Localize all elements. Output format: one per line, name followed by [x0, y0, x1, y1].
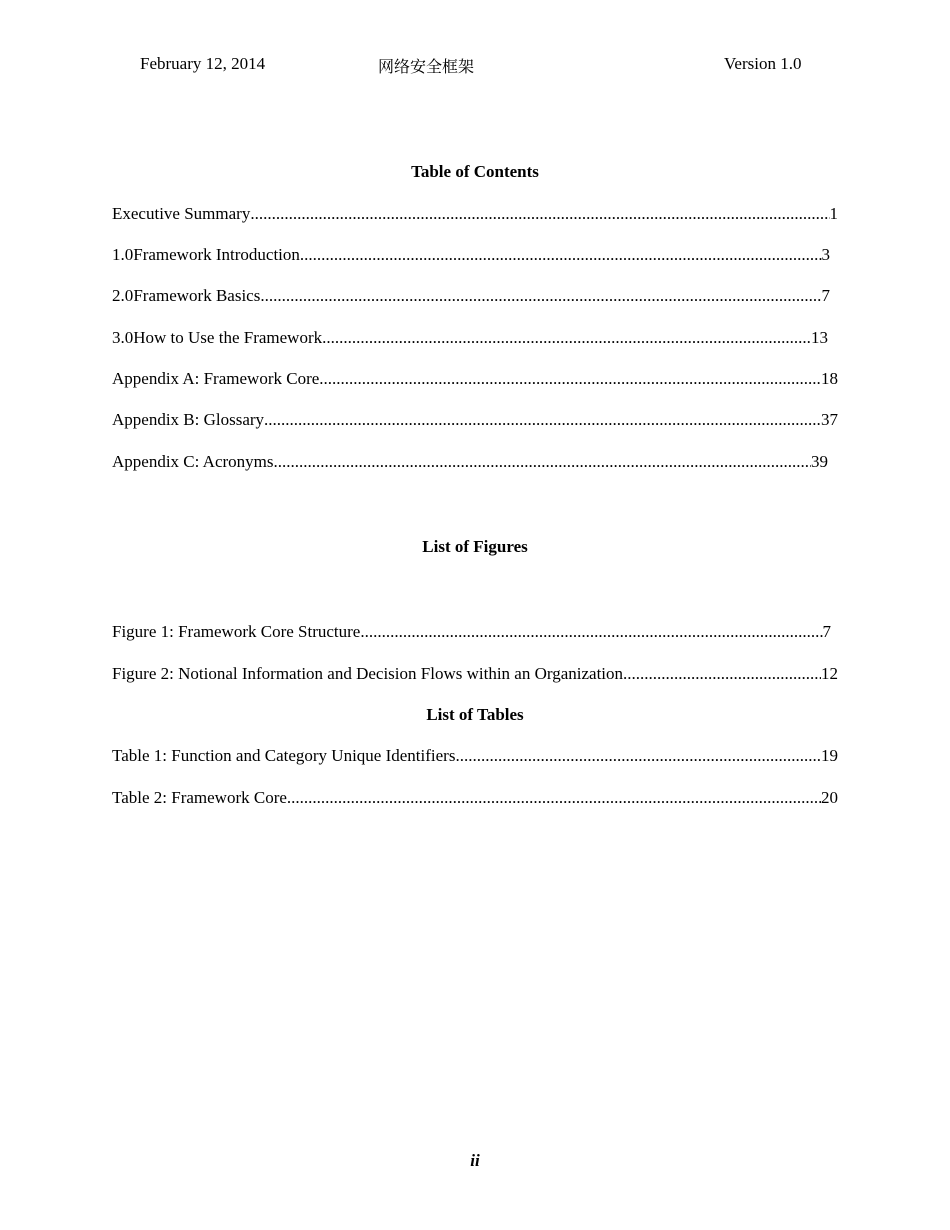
toc-leader: [250, 204, 829, 224]
table-entry-label: Table 2: Framework Core: [112, 788, 287, 807]
toc-entry-page: 37: [821, 410, 838, 429]
figure-entry-page: 12: [821, 664, 838, 683]
toc-leader: [274, 452, 812, 472]
toc-entry-page: 39: [811, 452, 828, 471]
toc-entry-executive-summary[interactable]: [112, 204, 838, 226]
toc-entry-framework-introduction[interactable]: [112, 245, 830, 267]
toc-entry-page: 18: [821, 369, 838, 388]
toc-leader: [287, 788, 821, 808]
page-header: [0, 54, 950, 78]
toc-entry-appendix-c[interactable]: [112, 452, 828, 474]
toc-entry-number: 1.0: [112, 245, 134, 264]
toc-entry-label: Framework Basics: [133, 286, 261, 305]
figure-entry-label: Figure 2: Notional Information and Decision Flows within an Organization: [112, 664, 624, 683]
toc-leader: [319, 369, 821, 389]
toc-entry-page: 13: [811, 328, 828, 347]
figure-entry-1[interactable]: [112, 622, 831, 644]
toc-leader: [264, 410, 821, 430]
header-title: 网络安全框架: [378, 57, 475, 76]
toc-entry-number: 3.0: [112, 328, 134, 347]
toc-entry-label: How to Use the Framework: [133, 328, 323, 347]
toc-entry-label: Executive Summary: [112, 204, 251, 223]
figure-entry-page: 7: [822, 622, 831, 641]
toc-leader: [322, 328, 811, 348]
toc-entry-page: 1: [829, 204, 838, 223]
toc-entry-label: Appendix B: Glossary: [112, 410, 265, 429]
tables-heading: List of Tables: [426, 705, 524, 724]
toc-entry-page: 3: [821, 245, 830, 264]
figure-entry-label: Figure 1: Framework Core Structure: [112, 622, 361, 641]
table-entry-label: Table 1: Function and Category Unique Identifiers: [112, 746, 456, 765]
toc-leader: [455, 746, 821, 766]
toc-heading: Table of Contents: [411, 162, 539, 181]
toc-entry-framework-basics[interactable]: [112, 286, 830, 308]
toc-entry-page: 7: [821, 286, 830, 305]
toc-entry-appendix-b[interactable]: [112, 410, 838, 432]
table-entry-page: 19: [821, 746, 838, 765]
figure-entry-2[interactable]: [112, 664, 838, 686]
toc-leader: [300, 245, 822, 265]
page-number: ii: [470, 1151, 480, 1170]
table-entry-1[interactable]: [112, 746, 838, 768]
header-date: February 12, 2014: [140, 54, 266, 73]
toc-entry-appendix-a[interactable]: [112, 369, 838, 391]
toc-leader: [623, 664, 821, 684]
toc-entry-label: Appendix C: Acronyms: [112, 452, 274, 471]
toc-leader: [360, 622, 822, 642]
table-entry-page: 20: [821, 788, 838, 807]
toc-entry-number: 2.0: [112, 286, 134, 305]
toc-entry-how-to-use[interactable]: [112, 328, 828, 350]
toc-leader: [260, 286, 821, 306]
table-entry-2[interactable]: [112, 788, 838, 810]
figures-heading: List of Figures: [422, 537, 528, 556]
header-version: Version 1.0: [724, 54, 802, 73]
toc-entry-label: Framework Introduction: [133, 245, 300, 264]
toc-entry-label: Appendix A: Framework Core: [112, 369, 320, 388]
